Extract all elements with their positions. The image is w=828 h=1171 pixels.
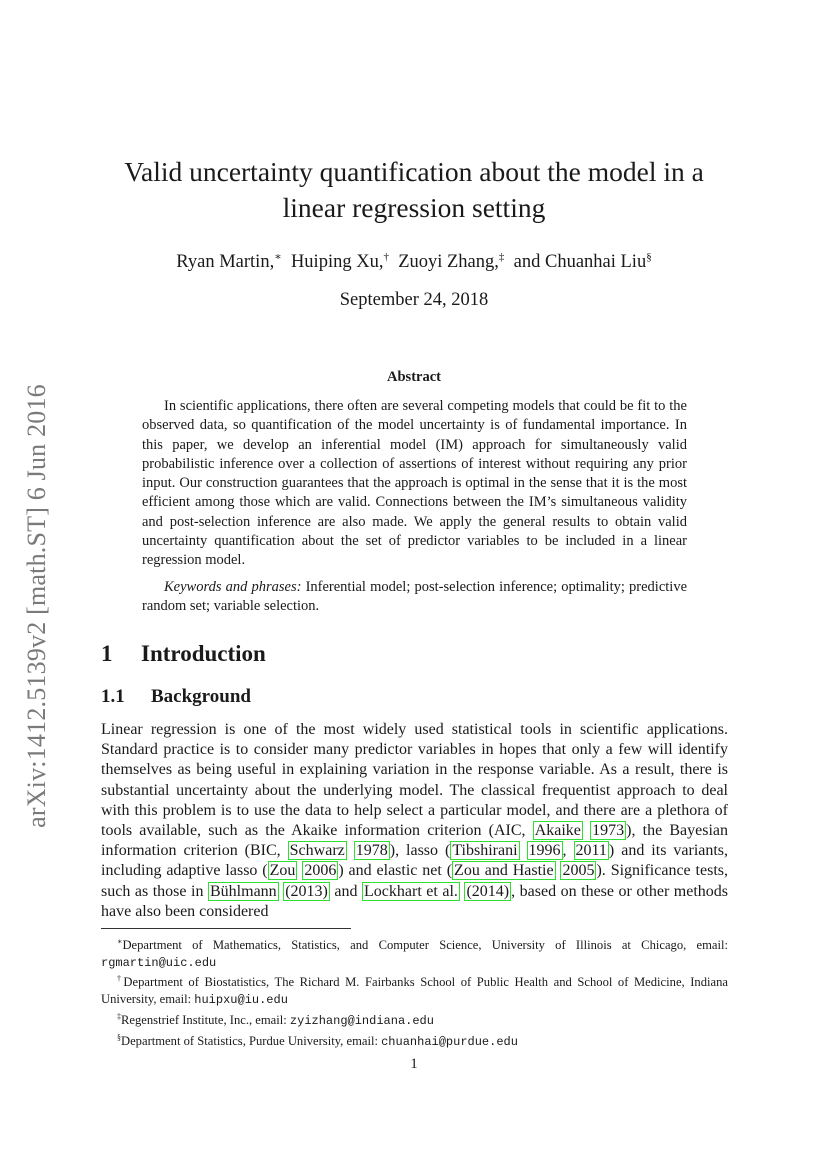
author-2-mark: †	[383, 251, 389, 263]
paper-date: September 24, 2018	[339, 290, 489, 310]
body-run: , based on these or other methods have also been considered	[101, 882, 729, 920]
subsection-number: 1.1	[101, 686, 125, 707]
body-run: ). Significance tests, such as those in	[101, 862, 728, 900]
author-and: and	[513, 252, 541, 273]
footnote-4	[101, 1030, 728, 1051]
citation-year-link[interactable]: 1996	[528, 842, 561, 860]
body-run: and	[329, 882, 363, 900]
footnote-2	[101, 971, 728, 1008]
citation-year-link[interactable]: 2005	[562, 862, 595, 880]
author-1: Ryan Martin,	[176, 252, 275, 273]
abstract-heading: Abstract	[387, 369, 441, 385]
citation-year-link[interactable]: (2013)	[285, 882, 328, 900]
citation-link[interactable]: Schwarz	[289, 842, 345, 860]
page-number: 1	[410, 1056, 418, 1072]
citation-link[interactable]: Tibshirani	[452, 842, 518, 860]
title-line-1: Valid uncertainty quantification about the model in a	[124, 156, 704, 187]
footnote-email: chuanhai@purdue.edu	[381, 1034, 518, 1049]
abstract-body	[142, 397, 687, 616]
footnote-3	[101, 1009, 728, 1030]
section-heading	[101, 641, 266, 667]
author-3-mark: ‡	[498, 251, 505, 263]
subsection-title: Background	[151, 686, 251, 707]
citation-year-link[interactable]: 1978	[355, 842, 388, 860]
section-number: 1	[101, 641, 113, 666]
footnote-mark: ∗	[117, 937, 123, 946]
citation-link[interactable]: Lockhart et al.	[364, 882, 458, 900]
keywords-text: Inferential model; post-selection inference; optimality; predictive random set; variable selection.	[142, 578, 688, 614]
subsection-heading	[101, 686, 251, 708]
citation-year-link[interactable]: 2011	[575, 842, 607, 860]
footnotes	[101, 934, 728, 1050]
author-4-mark: §	[646, 251, 652, 263]
citation-link[interactable]: Akaike	[534, 822, 581, 840]
body-paragraph	[101, 720, 728, 922]
keywords-label: Keywords and phrases:	[164, 578, 302, 595]
section-title: Introduction	[141, 641, 266, 666]
title-line-2: linear regression setting	[282, 192, 546, 223]
keywords	[142, 578, 687, 617]
body-run: ,	[562, 842, 574, 860]
footnote-1	[101, 934, 728, 971]
footnote-text: Department of Biostatistics, The Richard M. Fairbanks School of Public Health and School of Medicine, Indiana University, email:	[101, 975, 729, 1007]
footnote-email: zyizhang@indiana.edu	[289, 1013, 434, 1028]
abstract-text: In scientific applications, there often are several competing models that could be fit to the observed data, so quantification of the model uncertainty is of fundamental importance. In this paper, we develop an inferential model (IM) approach for simultaneously valid probabilistic inference over a collection of assertions of interest without requiring any prior input. Our construction guarantees that the approach is optimal in the sense that it is the most efficient among those which are valid. Connections between the IM’s simultaneous validity and post-selection inference are also made. We apply the general results to obtain valid uncertainty quantification about the set of predictor variables to be included in a linear regression model.	[142, 398, 687, 569]
body-run: ) and its variants, including adaptive lasso (	[101, 842, 729, 880]
author-list	[60, 250, 768, 273]
footnote-rule	[101, 928, 351, 929]
citation-link[interactable]: Zou and Hastie	[454, 862, 554, 880]
body-run: ), the Bayesian information criterion (BIC,	[101, 822, 729, 860]
footnote-mark: †	[117, 974, 124, 984]
footnote-mark: ‡	[117, 1011, 121, 1021]
body-text	[101, 720, 728, 922]
footnote-text: Department of Mathematics, Statistics, and Computer Science, University of Illinois at Chicago, email:	[122, 938, 728, 953]
citation-link[interactable]: Zou	[269, 862, 296, 880]
paper-title	[60, 154, 768, 226]
citation-year-link[interactable]: (2014)	[466, 882, 510, 900]
citation-year-link[interactable]: 2006	[304, 862, 337, 880]
arxiv-stamp: arXiv:1412.5139v2 [math.ST] 6 Jun 2016	[22, 384, 51, 828]
footnote-mark: §	[117, 1032, 121, 1042]
author-3: Zuoyi Zhang,	[398, 252, 499, 273]
author-4: Chuanhai Liu	[544, 252, 647, 273]
footnote-text: Regenstrief Institute, Inc., email:	[121, 1012, 290, 1027]
author-1-mark: ∗	[274, 251, 282, 263]
citation-link[interactable]: Bühlmann	[210, 882, 277, 900]
body-run: ), lasso (	[389, 842, 451, 860]
citation-year-link[interactable]: 1973	[592, 822, 625, 840]
footnote-email: huipxu@iu.edu	[194, 993, 288, 1008]
footnote-text: Department of Statistics, Purdue University, email:	[121, 1033, 382, 1048]
body-run: ) and elastic net (	[338, 862, 453, 880]
author-2: Huiping Xu,	[290, 252, 384, 273]
footnote-email: rgmartin@uic.edu	[101, 955, 217, 970]
body-run: Linear regression is one of the most widely used statistical tools in scientific applications. Standard practice is to consider many predictor variables in hopes that only a few will identify themselves as being useful in explaining variation in the response variable. As a result, there is substantial uncertainty about the underlying model. The classical frequentist approach to deal with this problem is to use the data to help select a particular model, and there are a plethora of tools available, such as the Akaike information criterion (AIC,	[101, 721, 728, 840]
